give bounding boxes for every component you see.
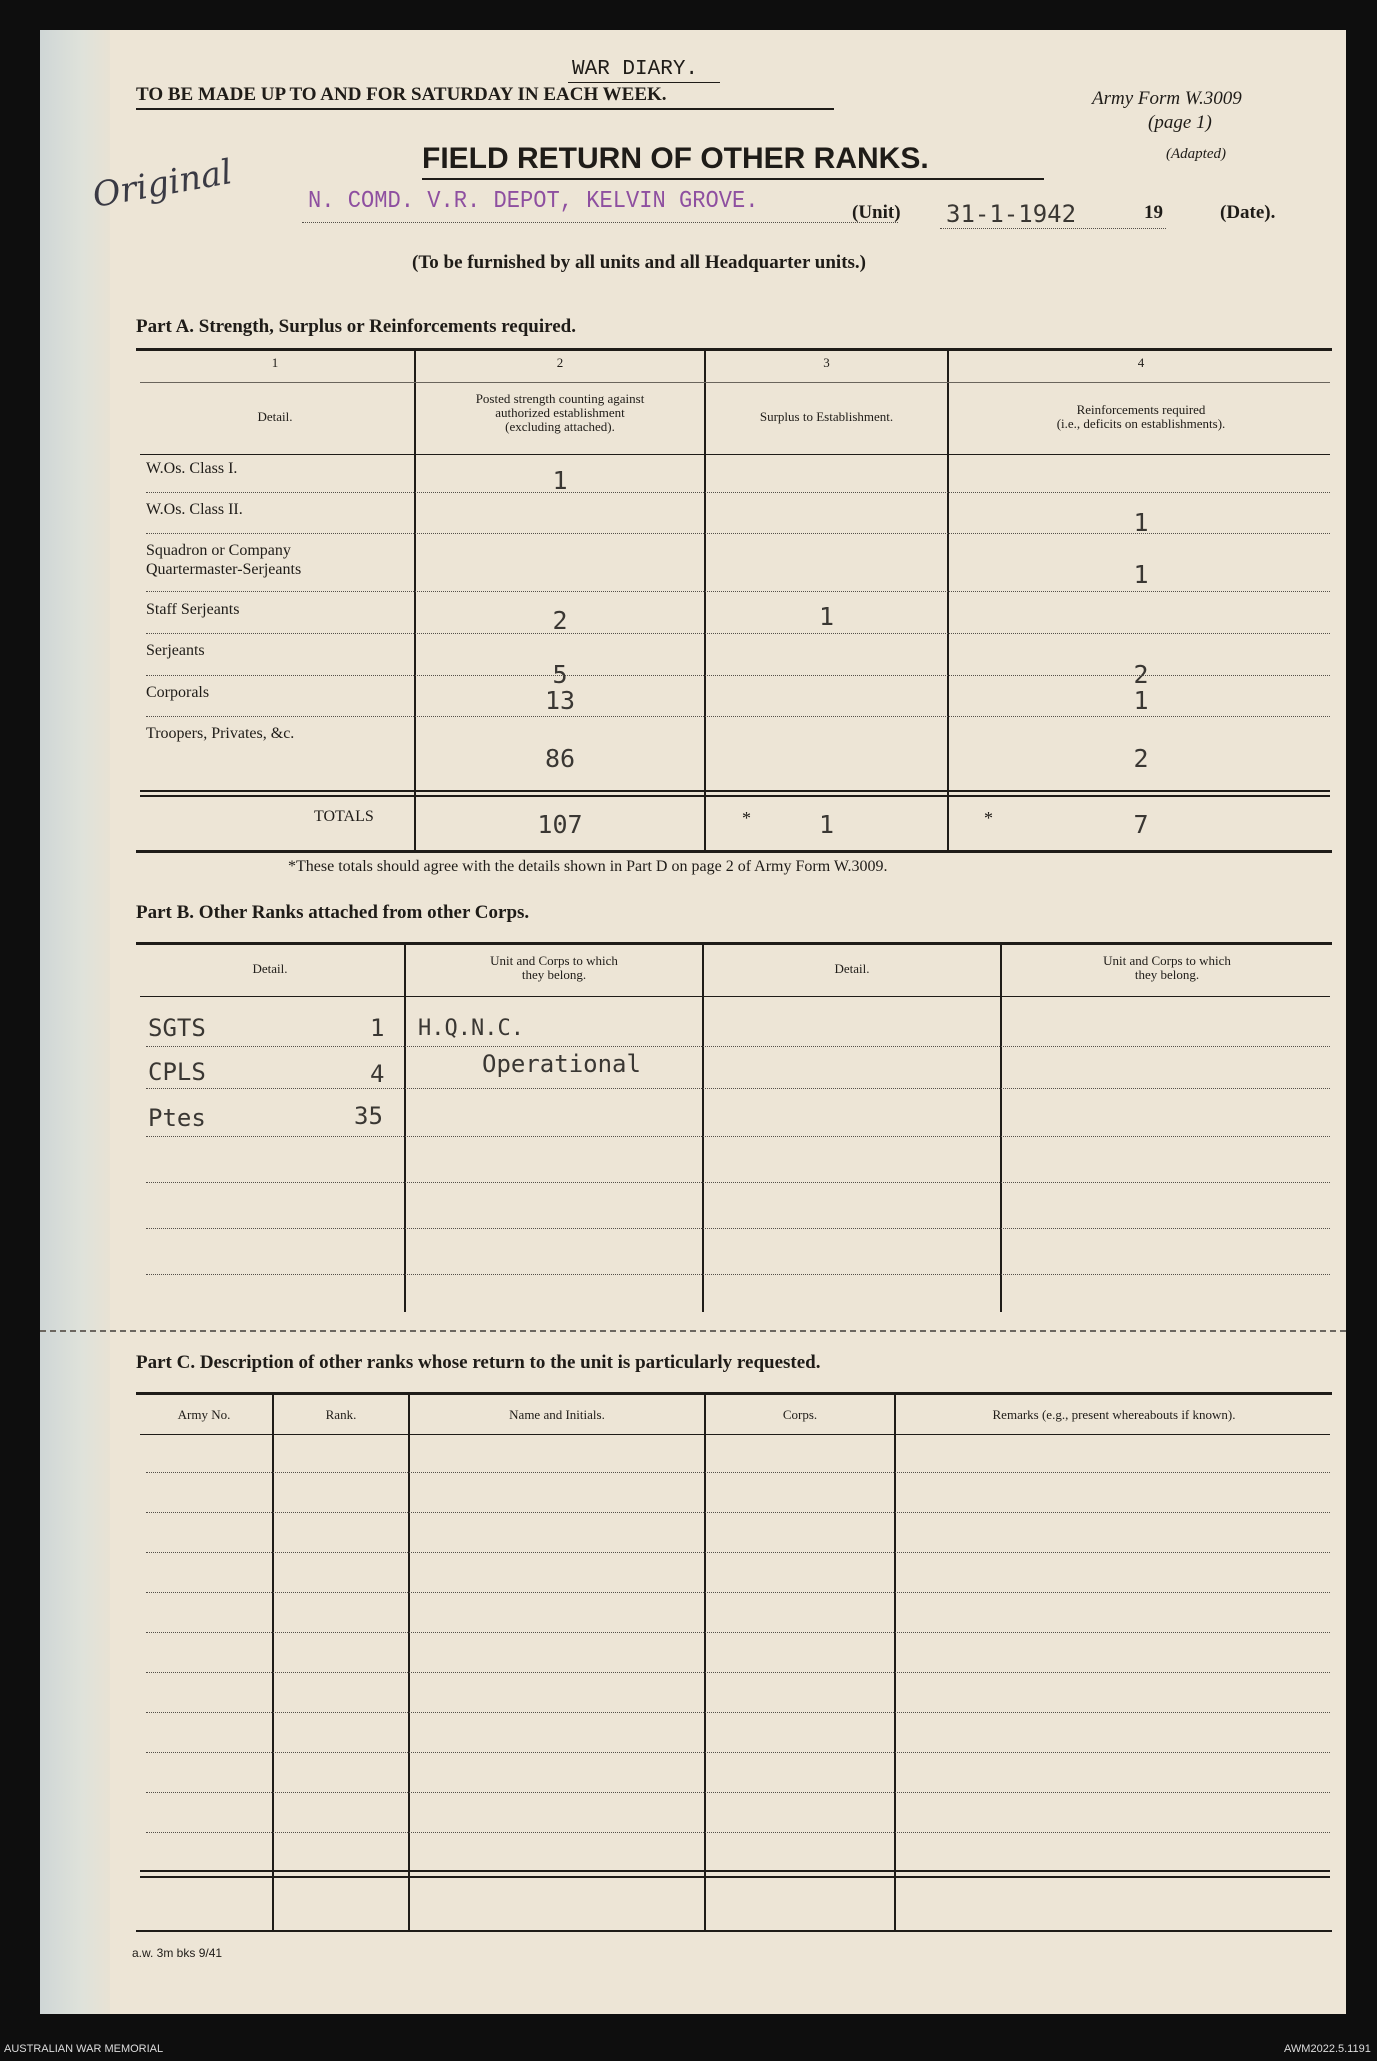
page-label: (page 1) [1148,112,1212,133]
part-b-row-1-detail: SGTS [148,1014,206,1042]
row-posted-staff-serjeants: 2 [552,606,568,635]
form-title: FIELD RETURN OF OTHER RANKS. [422,142,929,175]
print-code: a.w. 3m bks 9/41 [132,1946,223,1960]
part-b-row-1-count: 1 [370,1014,385,1042]
row-reinf-wos-class-2: 1 [1133,508,1149,537]
part-c-header-corps: Corps. [782,1407,818,1422]
totals-reinf-asterisk: * [984,808,993,828]
part-b-row-2-detail: CPLS [148,1058,206,1086]
archive-footer [0,2014,1377,2061]
unit-label: (Unit) [852,202,901,223]
totals-surplus-asterisk: * [742,808,751,828]
army-form-number: Army Form W.3009 [1092,88,1242,109]
part-c-header-remarks: Remarks (e.g., present whereabouts if known). [992,1407,1236,1422]
totals-footnote: *These totals should agree with the details shown in Part D on page 2 of Army Form W.3009. [288,858,888,875]
archive-reference: AWM2022.5.1191 [1284,2043,1371,2055]
row-label-wos-class-2: W.Os. Class II. [146,501,243,518]
totals-reinforcements: 7 [1133,810,1149,839]
unit-name-stamp: N. COMD. V.R. DEPOT, KELVIN GROVE. [308,188,759,215]
totals-posted: 107 [537,810,583,839]
part-b-row-1-unit: H.Q.N.C. [418,1016,524,1041]
year-prefix: 19 [1144,202,1163,223]
row-label-squadron-qms: Squadron or Company Quartermaster-Serjeants [146,542,302,578]
row-label-troopers: Troopers, Privates, &c. [146,725,295,742]
part-c-header-army-no: Army No. [177,1407,231,1422]
part-b-row-2-count: 4 [370,1060,385,1088]
part-a-colnum-3: 3 [823,355,830,370]
part-b-header-detail-1: Detail. [252,961,288,976]
totals-surplus: 1 [818,810,835,839]
part-b-row-2-unit: Operational [482,1050,641,1078]
part-b-header-unit-2: Unit and Corps to which they belong. [1103,953,1231,982]
part-b-header-unit-1: Unit and Corps to which they belong. [490,953,618,982]
row-posted-troopers: 86 [544,744,576,773]
part-b-title: Part B. Other Ranks attached from other Corps. [136,902,530,923]
part-c-header-name: Name and Initials. [509,1407,605,1422]
date-label: (Date). [1220,202,1276,223]
war-diary-stamp: WAR DIARY. [572,58,699,81]
row-reinf-squadron-qms: 1 [1133,560,1149,589]
part-c-title: Part C. Description of other ranks whose return to the unit is particularly requested. [136,1352,821,1373]
row-surplus-staff-serjeants: 1 [818,602,835,631]
archive-name: AUSTRALIAN WAR MEMORIAL [4,2043,164,2055]
part-a-colnum-4: 4 [1137,355,1145,370]
totals-label: TOTALS [314,808,374,825]
row-label-staff-serjeants: Staff Serjeants [146,601,240,618]
row-posted-serjeants: 5 [552,660,568,689]
document-page [40,30,1346,2014]
part-b-header-detail-2: Detail. [834,961,870,976]
row-reinf-troopers: 2 [1133,744,1149,773]
adapted-label: (Adapted) [1166,146,1226,162]
part-b-row-3-detail: Ptes [148,1104,206,1132]
row-reinf-corporals: 1 [1133,686,1149,715]
row-posted-wos-class-1: 1 [552,466,568,495]
part-a-header-surplus: Surplus to Establishment. [759,409,894,424]
part-a-header-posted: Posted strength counting against authorized establishment (excluding attached). [475,391,645,434]
part-a-colnum-1: 1 [271,355,279,370]
part-a-header-detail: Detail. [257,409,293,424]
binding-strip [40,30,110,2014]
part-a-colnum-2: 2 [556,355,564,370]
make-up-instruction: TO BE MADE UP TO AND FOR SATURDAY IN EACH WEEK. [136,84,667,105]
part-c-header-rank: Rank. [325,1407,357,1422]
part-a-header-reinforcements: Reinforcements required (i.e., deficits on establishments). [1056,402,1226,431]
row-label-serjeants: Serjeants [146,642,205,659]
furnish-note: (To be furnished by all units and all Headquarter units.) [412,252,866,273]
row-label-wos-class-1: W.Os. Class I. [146,460,238,477]
part-b-row-3-count: 35 [354,1102,383,1130]
part-a-title: Part A. Strength, Surplus or Reinforcements required. [136,316,576,337]
row-reinf-serjeants: 2 [1133,660,1149,689]
row-posted-corporals: 13 [544,686,576,715]
date-value: 31-1-1942 [946,200,1077,228]
row-label-corporals: Corporals [146,684,210,701]
original-handwritten: Original [89,152,236,216]
